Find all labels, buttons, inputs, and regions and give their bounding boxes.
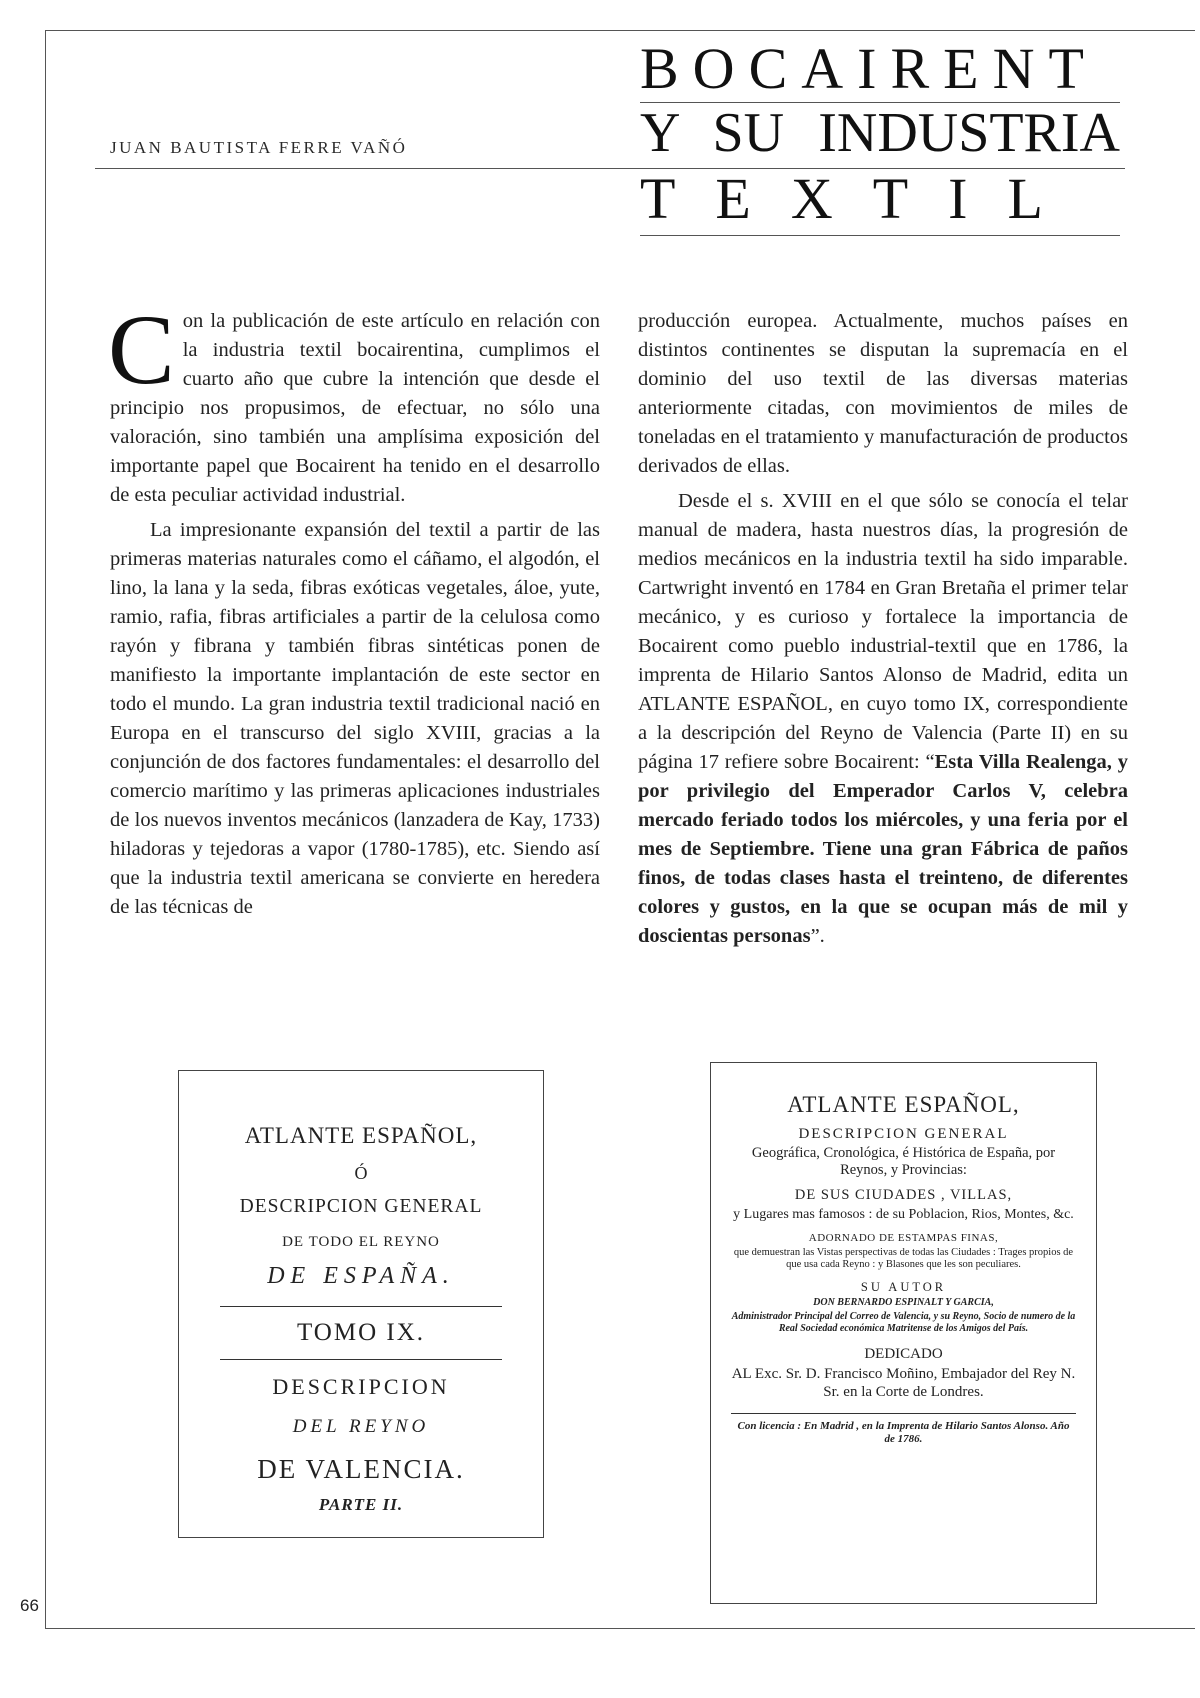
plate-left-rule-2 (220, 1359, 502, 1360)
plate-right-rule (731, 1413, 1076, 1414)
plate-right-dedication-label: DEDICADO (864, 1345, 943, 1362)
plate-left-subtitle: DESCRIPCION (272, 1374, 450, 1399)
plate-right-engravings: ADORNADO DE ESTAMPAS FINAS, (808, 1231, 999, 1244)
plate-left-title: ATLANTE ESPAÑOL, (244, 1123, 478, 1148)
plate-right-scope: Geográfica, Cronológica, é Histórica de España, por Reynos, y Provincias: (751, 1144, 1056, 1178)
plate-right-description: DESCRIPCION GENERAL (798, 1125, 1009, 1142)
paragraph-history-text: Desde el s. XVIII en el que sólo se conocía el telar manual de madera, hasta nuestros días, la progresión de medios mecánicos en la industria textil ha sido imparable. Cartwright inventó en 1784 en Gran Bretaña el primer telar mecánico, y es curioso y fortalece la importancia de Bocairent como pueblo industrial-textil que en 1786, la imprenta de Hilario Santos Alonso de Madrid, edita un ATLANTE ESPAÑOL, en cuyo tomo IX, correspondiente a la descripción del Reyno de Valencia (Parte II) en su página 17 refiere sobre Bocairent: “ (638, 490, 1128, 773)
title-line-3: TEXTIL (640, 166, 1083, 231)
atlante-quote: Esta Villa Realenga, y por privilegio del Emperador Carlos V, celebra mercado feriado todos los miércoles, y una feria por el mes de Septiembre. Tiene una gran Fábrica de paños finos, de todas clases hasta el treinteno, de diferentes colores y gustos, en la que se ocupan más de mil y doscientas personas (638, 751, 1128, 947)
plate-right-places: y Lugares mas famosos : de su Poblacion, Rios, Montes, &c. (733, 1206, 1074, 1222)
paragraph-intro (108, 294, 600, 510)
plate-left-part: PARTE II. (318, 1495, 404, 1514)
plate-right-author-titles: Administrador Principal del Correo de Valencia, y su Reyno, Socio de numero de la Real Sociedad económica Matritense de los Amigos del País. (731, 1310, 1076, 1334)
plate-left-country: DE ESPAÑA. (267, 1263, 455, 1289)
atlante-general-title-page (710, 1062, 1097, 1604)
title-line-2: Y SU INDUSTRIA (640, 102, 1120, 164)
plate-left-description: DESCRIPCION GENERAL (239, 1196, 483, 1217)
plate-right-dedication: AL Exc. Sr. D. Francisco Moñino, Embajador del Rey N. Sr. en la Corte de Londres. (731, 1365, 1076, 1400)
plate-left-conjunction: Ó (354, 1163, 368, 1183)
paragraph-history (638, 487, 1128, 951)
left-margin-rule (45, 30, 46, 1628)
quote-close: ”. (810, 925, 825, 947)
plate-left-region: DE VALENCIA. (257, 1454, 465, 1484)
drop-cap: C (108, 294, 175, 405)
title-line-1: BOCAIRENT (640, 36, 1098, 101)
plate-left-rule (220, 1306, 502, 1307)
paragraph-production: producción europea. Actualmente, muchos países en distintos continentes se disputan la supremacía en el dominio del uso textil de las diversas materias anteriormente citadas, con movimientos de miles de toneladas en el tratamiento y manufacturación de productos derivados de ellas. (638, 310, 1128, 477)
article-left-column (108, 294, 600, 922)
bottom-rule (45, 1628, 1195, 1629)
plate-left-scope: DE TODO EL REYNO (282, 1234, 440, 1250)
page-number: 66 (20, 1596, 39, 1615)
plate-right-author-label: SU AUTOR (860, 1279, 947, 1294)
plate-right-engravings-detail: que demuestran las Vistas perspectivas de todas las Ciudades : Trages propios de que usa cada Reyno : y Blasones que les son peculiares. (733, 1246, 1074, 1271)
paragraph-intro-text: on la publicación de este artículo en relación con la industria textil bocairentina, cumplimos el cuarto año que cubre la intención que desde el principio nos propusimos, de efectuar, no sólo una valoración, sino también una amplísima exposición del importante papel que Bocairent ha tenido en el desarrollo de esta peculiar actividad industrial. (110, 310, 600, 506)
plate-left-reyno: DEL REYNO (292, 1416, 430, 1437)
plate-right-cities: DE SUS CIUDADES , VILLAS, (794, 1187, 1013, 1204)
plate-right-title: ATLANTE ESPAÑOL, (787, 1092, 1020, 1117)
plate-right-imprint: Con licencia : En Madrid , en la Imprenta de Hilario Santos Alonso. Año de 1786. (737, 1419, 1070, 1446)
paragraph-expansion: La impresionante expansión del textil a partir de las primeras materias naturales como el cáñamo, el algodón, el lino, la lana y la seda, fibras exóticas vegetales, áloe, yute, ramio, rafia, fibras artificiales a partir de la celulosa como rayón y fibrana y también fibras sintéticas ponen de manifiesto la importante implantación de este sector en todo el mundo. La gran industria textil tradicional nació en Europa en el transcurso del siglo XVIII, gracias a la conjunción de dos factores fundamentales: el desarrollo del comercio marítimo y las primeras aplicaciones industriales de los nuevos inventos mecánicos (lanzadera de Kay, 1733) hiladoras y tejedoras a vapor (1780-1785), etc. Siendo así que la industria textil americana se convierte en heredera de las técnicas de (110, 519, 600, 918)
title-rule-3 (640, 235, 1120, 236)
top-rule (45, 30, 1195, 31)
author-name: JUAN BAUTISTA FERRE VAÑÓ (110, 138, 408, 157)
atlante-tomo-ix-title-page (178, 1070, 544, 1538)
article-right-column (638, 307, 1128, 951)
plate-right-author-name: DON BERNARDO ESPINALT Y GARCIA, (813, 1296, 994, 1308)
plate-left-volume: TOMO IX. (296, 1319, 426, 1346)
